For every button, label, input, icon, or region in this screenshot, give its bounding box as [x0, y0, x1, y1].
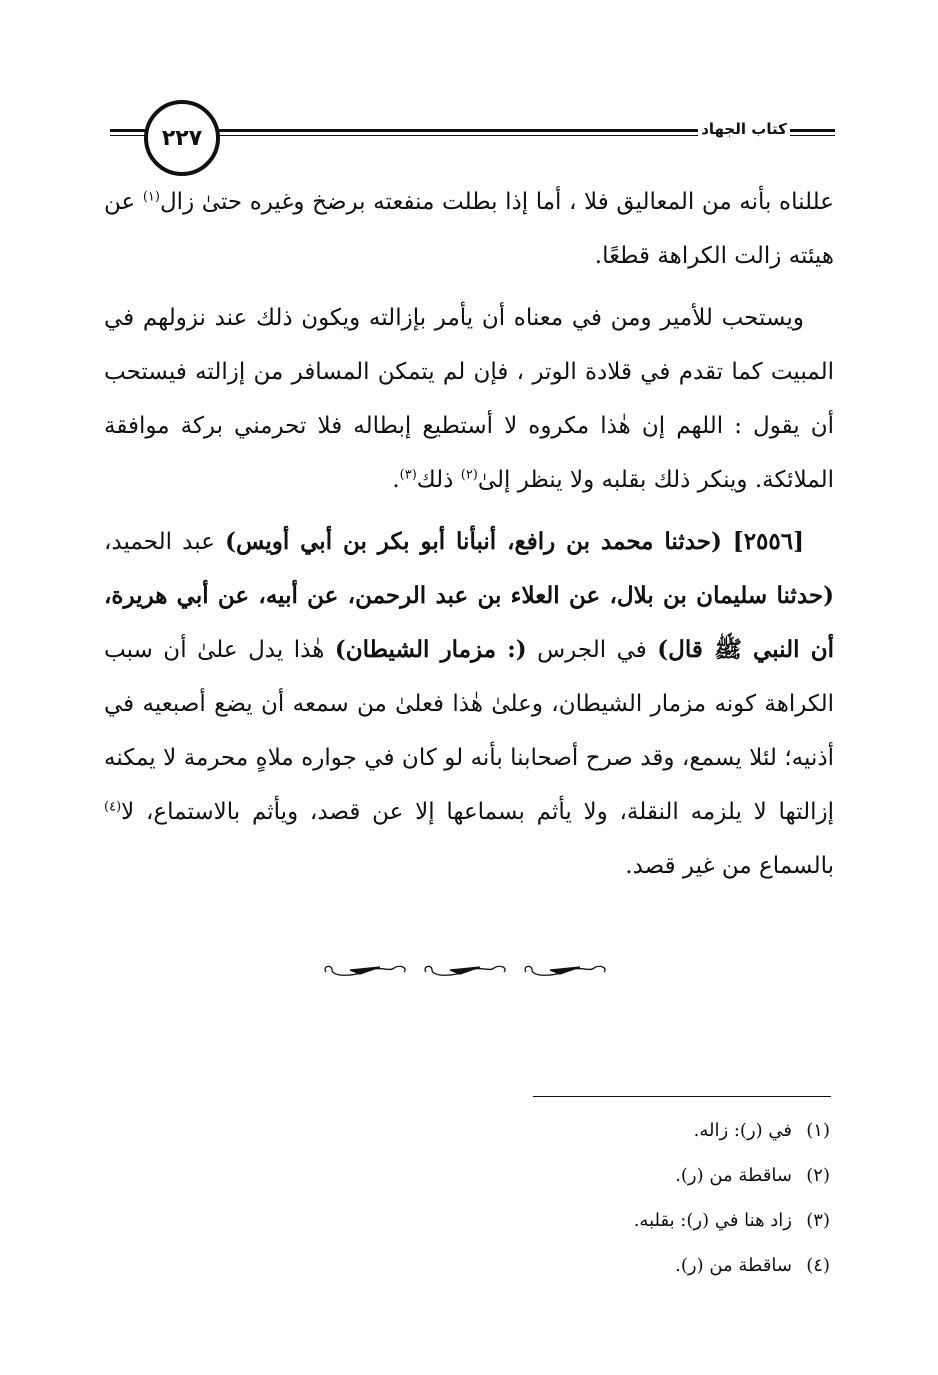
header-rule	[218, 129, 698, 132]
paragraph-3	[104, 515, 834, 893]
paragraph-text: ذلك	[416, 467, 461, 493]
paragraph-text: في الجرس	[526, 637, 658, 663]
footnote-number: (١)	[806, 1120, 830, 1141]
ornament-flourish	[325, 966, 405, 975]
footnote-item	[480, 1108, 830, 1153]
paragraph-text: بالسماع من غير قصد.	[625, 853, 834, 879]
footnote-ref: (٣)	[399, 467, 417, 483]
hadith-text: (: مزمار الشيطان)	[334, 636, 527, 663]
footnote-text: زاد هنا في (ر): بقلبه.	[633, 1210, 792, 1231]
paragraph-text: عبد الحميد،	[104, 529, 226, 555]
paragraph-text: عن هيئته زالت الكراهة قطعًا.	[104, 189, 834, 269]
hadith-number: [٢٥٥٦]	[732, 528, 804, 555]
book-title: كتاب الجهاد	[701, 120, 787, 138]
footnote-text: في (ر): زاله.	[693, 1120, 792, 1141]
footnote-item	[480, 1153, 830, 1198]
ornament-divider	[320, 958, 620, 984]
header-rule	[790, 129, 835, 132]
hadith-chain: (حدثنا سليمان بن بلال، عن العلاء بن عبد الرحمن، عن أبيه، عن أبي هريرة، أن النبي ﷺ قال)	[104, 582, 834, 663]
paragraph-text: ويستحب للأمير ومن في معناه أن يأمر بإزالته ويكون ذلك عند نزولهم في المبيت كما تقدم في قلادة الوتر ، فإن لم يتمكن المسافر من إزالته فيستحب أن يقول : اللهم إن هٰذا مكروه لا أستطيع إبطاله فلا تحرمني بركة موافقة الملائكة. وينكر ذلك بقلبه ولا ينظر إلىٰ	[104, 305, 834, 493]
footnote-item	[480, 1243, 830, 1288]
footnote-rule	[533, 1096, 831, 1097]
ornament-flourish	[425, 966, 505, 975]
paragraph-2	[104, 291, 834, 507]
footnote-text: ساقطة من (ر).	[675, 1255, 792, 1276]
page-body	[104, 175, 834, 901]
page-number: ٢٢٧	[144, 100, 220, 176]
hadith-chain: (حدثنا محمد بن رافع، أنبأنا أبو بكر بن أبي أويس)	[225, 528, 733, 555]
footnote-number: (٣)	[806, 1210, 830, 1231]
header-rule	[218, 135, 698, 136]
paragraph-text: .	[392, 467, 400, 493]
ornament-flourish	[525, 966, 605, 975]
paragraph-text: عللناه بأنه من المعاليق فلا ، أما إذا بطلت منفعته برضخ وغيره حتىٰ زال	[159, 189, 834, 215]
footnote-number: (٢)	[806, 1165, 830, 1186]
footnote-item	[480, 1198, 830, 1243]
header-rule	[790, 135, 835, 136]
footnote-ref: (٤)	[104, 799, 122, 815]
page-header	[100, 100, 840, 180]
footnote-ref: (٢)	[460, 467, 478, 483]
paragraph-text: هٰذا يدل علىٰ أن سبب الكراهة كونه مزمار الشيطان، وعلىٰ هٰذا فعلىٰ من سمعه أن يضع أصبعيه في أذنيه؛ لئلا يسمع، وقد صرح أصحابنا بأنه لو كان في جواره ملاهٍ محرمة لا يمكنه إزالتها لا يلزمه النقلة، ولا يأثم بسماعها إلا عن قصد، ويأثم بالاستماع، لا	[104, 637, 834, 825]
paragraph-1	[104, 175, 834, 283]
footnotes	[480, 1108, 830, 1288]
footnote-ref: (١)	[142, 189, 160, 205]
footnote-number: (٤)	[806, 1255, 830, 1276]
footnote-text: ساقطة من (ر).	[675, 1165, 792, 1186]
